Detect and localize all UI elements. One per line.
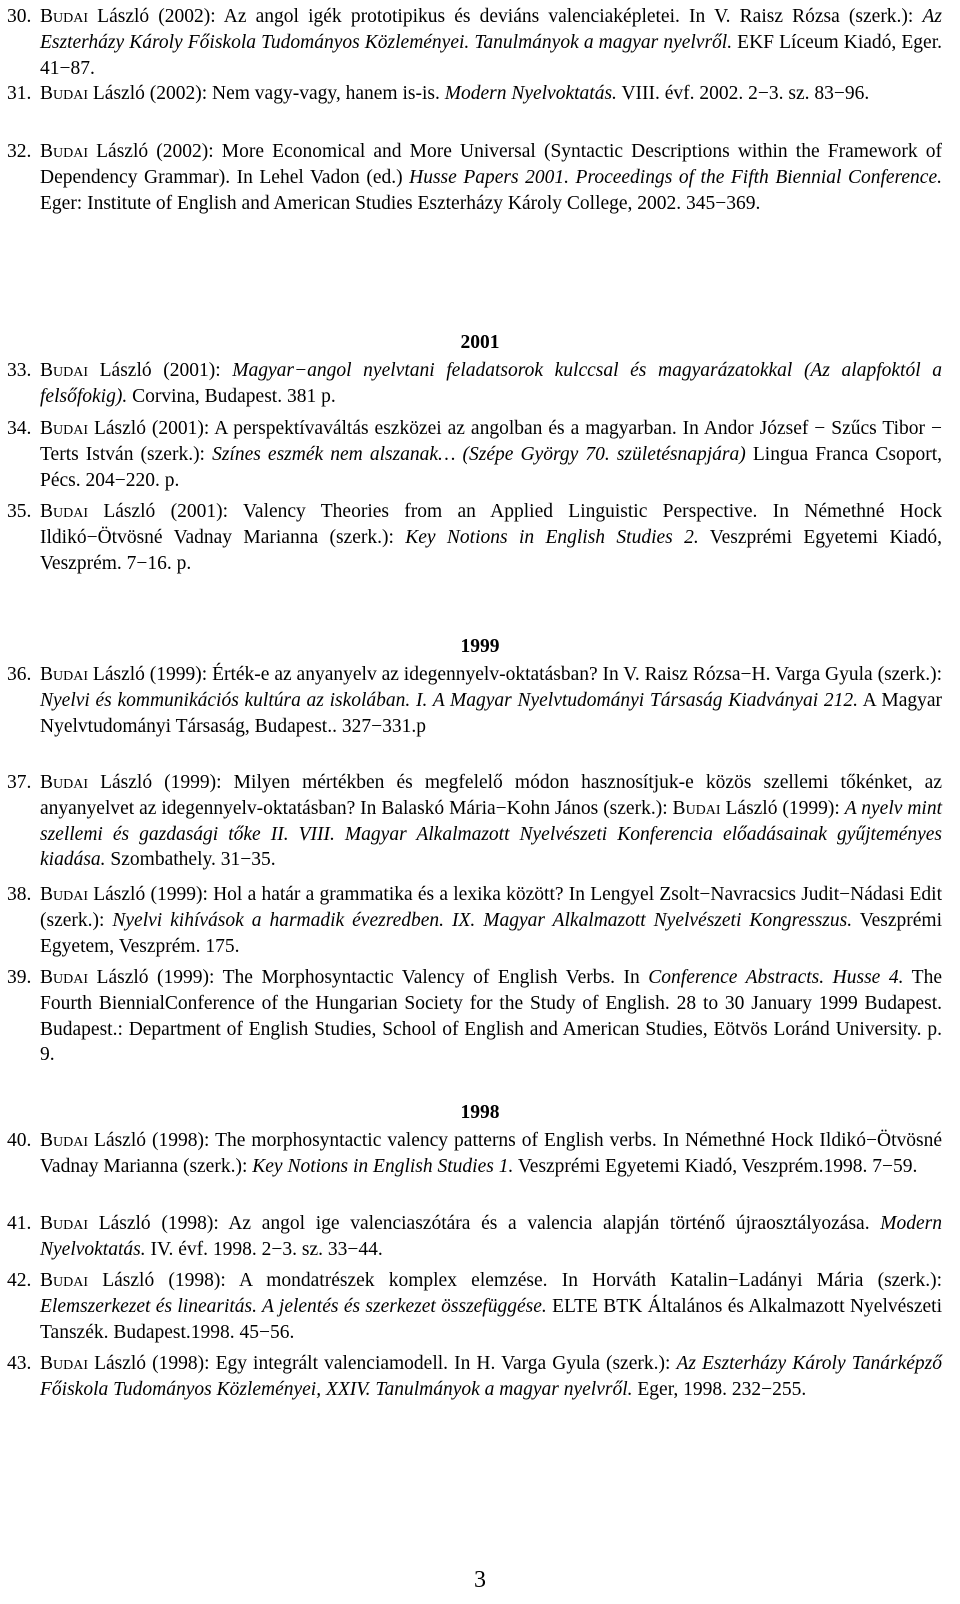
text-segment: Veszprémi Egyetem, Veszprém. 175. — [40, 909, 943, 957]
text-segment: B — [40, 360, 54, 381]
entry-number: 43. — [7, 1353, 32, 1374]
text-segment: VIII. évf. 2002. 2−3. sz. 83−96. — [616, 83, 870, 104]
italic-title: Key Notions in English Studies 2. — [405, 526, 699, 548]
entry-number: 30. — [7, 6, 32, 27]
entry-number: 31. — [7, 83, 32, 104]
text-segment: B — [40, 501, 54, 522]
text-segment: B — [40, 83, 54, 104]
year-heading-2001: 2001 — [460, 332, 500, 353]
bibliography-entry — [7, 1351, 942, 1403]
bibliography-entry — [7, 662, 942, 739]
entry-text — [40, 499, 942, 576]
bibliography-entry — [7, 4, 942, 81]
text-segment: László (1998): Egy integrált valenciamodell. In H. Varga Gyula (szerk.): — [88, 1353, 677, 1374]
text-segment: László (2002): Az angol igék prototipikus és deviáns valenciaképletei. In V. Raisz Rózsa (szerk.): — [88, 6, 923, 27]
text-segment: László (1999): Hol a határ a grammatika és a lexika között? In Lengyel Zsolt−Navracsics Judit−Nádasi Edit (szerk.): — [40, 884, 942, 931]
author-surname: udai — [53, 1130, 89, 1151]
text-segment: B — [40, 967, 54, 988]
year-heading-1999: 1999 — [460, 636, 500, 657]
text-segment: B — [40, 1353, 54, 1374]
text-segment: B — [40, 418, 54, 439]
italic-title: Színes eszmék nem alszanak… (Szépe György 70. születésnapjára) — [212, 443, 746, 465]
author-surname: udai — [53, 418, 89, 439]
text-segment: László (1998): A mondatrészek komplex elemzése. In Horváth Katalin−Ladányi Mária (szerk.): — [88, 1270, 942, 1291]
entry-text — [40, 1211, 942, 1263]
entry-text — [40, 81, 942, 107]
entry-number: 42. — [7, 1270, 32, 1291]
author-surname: udai — [53, 501, 89, 522]
text-segment: Eger: Institute of English and American Studies Eszterházy Károly College, 2002. 345−369. — [40, 192, 761, 214]
entry-number: 41. — [7, 1213, 32, 1234]
bibliography-entry — [7, 139, 942, 216]
entry-text — [40, 1128, 942, 1180]
text-segment: Corvina, Budapest. 381 p. — [127, 385, 336, 407]
italic-title: Nyelvi kihívások a harmadik évezredben. IX. Magyar Alkalmazott Nyelvészeti Kongresszus. — [112, 909, 853, 931]
author-surname: udai — [53, 141, 89, 162]
bibliography-entry — [7, 499, 942, 576]
italic-title: Az Eszterházy Károly Tanárképző Főiskola Tudományos Közleményei, XXIV. Tanulmányok a magyar nyelvről. — [40, 1353, 942, 1400]
bibliography-entry — [7, 81, 942, 107]
bibliography-entry — [7, 358, 942, 410]
entry-number: 37. — [7, 772, 32, 793]
author-surname: udai — [53, 772, 89, 793]
author-surname: udai — [53, 360, 89, 381]
year-heading-1998: 1998 — [460, 1102, 500, 1123]
text-segment: EKF Líceum Kiadó, Eger. 41−87. — [40, 31, 942, 79]
text-segment: László (1999): Milyen mértékben és megfelelő módon hasznosítjuk-e közös szellemi tőkénket, az anyanyelvet az idegennyelv-oktatásban? In Balaskó Mária−Kohn János (szerk.): B — [40, 772, 942, 819]
italic-title: Nyelvi és kommunikációs kultúra az iskolában. I. A Magyar Nyelvtudományi Társaság Kiadványai 212. — [40, 689, 858, 711]
text-segment: B — [40, 1130, 54, 1151]
text-segment: Eger, 1998. 232−255. — [632, 1378, 807, 1400]
entry-number: 36. — [7, 664, 32, 685]
entry-number: 35. — [7, 501, 32, 522]
text-segment: ELTE BTK Általános és Alkalmazott Nyelvészeti Tanszék. Budapest.1998. 45−56. — [40, 1295, 942, 1343]
text-segment: B — [40, 772, 54, 793]
entry-number: 39. — [7, 967, 32, 988]
entry-number: 32. — [7, 141, 32, 162]
text-segment: B — [40, 1270, 54, 1291]
bibliography-entry — [7, 1128, 942, 1180]
entry-text — [40, 416, 942, 493]
italic-title: Modern Nyelvoktatás. — [444, 83, 617, 104]
bibliography-entry — [7, 416, 942, 493]
bibliography-entry — [7, 1268, 942, 1345]
entry-text — [40, 770, 942, 873]
entry-text — [40, 4, 942, 81]
text-segment: Szombathely. 31−35. — [105, 849, 276, 871]
text-segment: Lingua Franca Csoport, Pécs. 204−220. p. — [40, 443, 942, 491]
bibliography-entry — [7, 965, 942, 1068]
text-segment: B — [40, 1213, 54, 1234]
italic-title: Magyar−angol nyelvtani feladatsorok kulccsal és magyarázatokkal (Az alapfoktól a felsőfokig). — [40, 360, 942, 407]
text-segment: László (1999): — [720, 797, 845, 819]
text-segment: A Magyar Nyelvtudományi Társaság, Budapest.. 327−331.p — [40, 689, 943, 737]
author-surname: udai — [53, 967, 89, 988]
italic-title: Elemszerkezet és linearitás. A jelentés és szerkezet összefüggése. — [40, 1295, 547, 1317]
author-surname: udai — [53, 884, 89, 905]
entry-text — [40, 358, 942, 410]
italic-title: Conference Abstracts. Husse 4. — [648, 967, 904, 988]
text-segment: László (1998): Az angol ige valenciaszótára és a valencia alapján történő újraosztályozása. — [88, 1213, 881, 1234]
text-segment: László (1999): The Morphosyntactic Valency of English Verbs. In — [88, 967, 649, 988]
bibliography-entry — [7, 770, 942, 873]
text-segment: Veszprémi Egyetemi Kiadó, Veszprém.1998. 7−59. — [513, 1155, 918, 1177]
italic-title: Husse Papers 2001. Proceedings of the Fifth Biennial Conference. — [409, 166, 942, 188]
page-number: 3 — [474, 1567, 486, 1593]
text-segment: László (2001): — [88, 360, 233, 381]
italic-title: Az Eszterházy Károly Főiskola Tudományos Közleményei. Tanulmányok a magyar nyelvről. — [40, 6, 942, 53]
author-surname: udai — [53, 1270, 89, 1291]
author-surname: udai — [685, 797, 721, 819]
text-segment: IV. évf. 1998. 2−3. sz. 33−44. — [145, 1238, 383, 1260]
text-segment: B — [40, 141, 54, 162]
italic-title: Key Notions in English Studies 1. — [252, 1155, 514, 1177]
author-surname: udai — [53, 6, 89, 27]
text-segment: László (1998): The morphosyntactic valency patterns of English verbs. In Némethné Hock Ildikó−Ötvösné Vadnay Marianna (szerk.): — [40, 1130, 942, 1177]
bibliography-entry — [7, 1211, 942, 1263]
text-segment: B — [40, 884, 54, 905]
author-surname: udai — [53, 664, 89, 685]
entry-number: 40. — [7, 1130, 32, 1151]
bibliography-entry — [7, 882, 942, 959]
entry-text — [40, 882, 942, 959]
entry-text — [40, 1268, 942, 1345]
entry-number: 34. — [7, 418, 32, 439]
italic-title: A nyelv mint szellemi és gazdasági tőke II. VIII. Magyar Alkalmazott Nyelvészeti Konferencia előadásainak gyűjteményes kiadása. — [40, 797, 942, 871]
text-segment: B — [40, 6, 54, 27]
entry-text — [40, 1351, 942, 1403]
entry-text — [40, 662, 942, 739]
italic-title: Modern Nyelvoktatás. — [40, 1213, 942, 1260]
text-segment: László (2001): A perspektívaváltás eszközei az angolban és a magyarban. In Andor József − Szűcs Tibor − Terts István (szerk.): — [40, 418, 942, 465]
entry-text — [40, 965, 942, 1068]
entry-number: 33. — [7, 360, 32, 381]
text-segment: László (2002): More Economical and More Universal (Syntactic Descriptions within the Framework of Dependency Grammar). In Lehel Vadon (ed.) — [40, 141, 942, 188]
entry-number: 38. — [7, 884, 32, 905]
text-segment: Veszprémi Egyetemi Kiadó, Veszprém. 7−16. p. — [40, 526, 942, 574]
author-surname: udai — [53, 1353, 89, 1374]
text-segment: The Fourth BiennialConference of the Hungarian Society for the Study of English. 28 to 30 January 1999 Budapest. Budapest.: Department of English Studies, School of English and American Studies, Eötvös Loránd University. p. 9. — [40, 967, 942, 1066]
text-segment: B — [40, 664, 54, 685]
text-segment: László (1999): Érték-e az anyanyelv az idegennyelv-oktatásban? In V. Raisz Rózsa−H. Varga Gyula (szerk.): — [88, 664, 942, 685]
text-segment: László (2001): Valency Theories from an Applied Linguistic Perspective. In Némethné Hock Ildikó−Ötvösné Vadnay Marianna (szerk.): — [40, 501, 942, 548]
author-surname: udai — [53, 83, 89, 104]
author-surname: udai — [53, 1213, 89, 1234]
text-segment: László (2002): Nem vagy-vagy, hanem is-is. — [88, 83, 445, 104]
entry-text — [40, 139, 942, 216]
